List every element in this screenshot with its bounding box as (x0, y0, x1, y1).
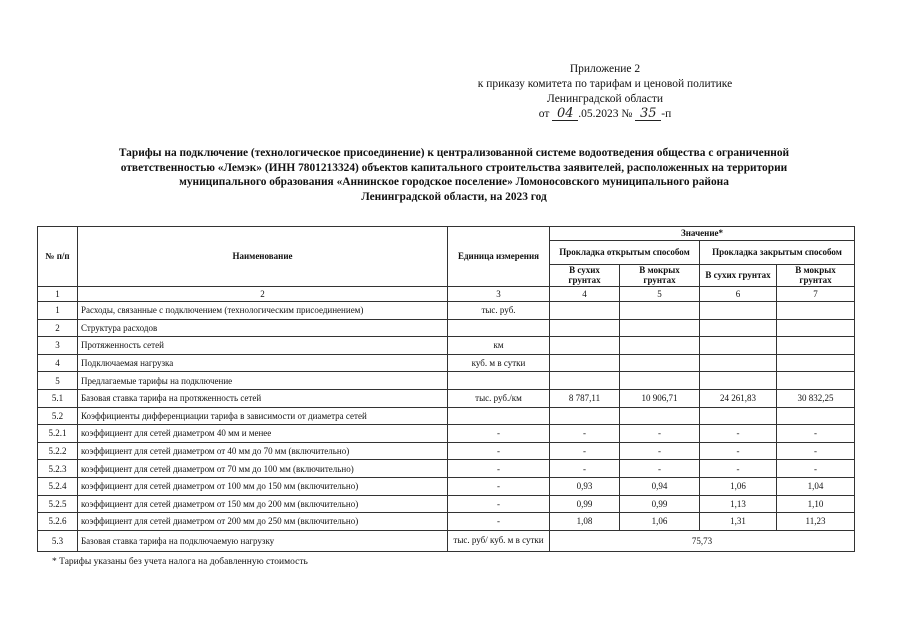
header-closed-method: Прокладка закрытым способом (700, 241, 855, 265)
row-value-closed-dry (700, 319, 777, 337)
row-value-open-wet: 0,94 (620, 477, 700, 495)
appendix-order-line (440, 107, 770, 122)
row-value-open-dry (550, 354, 620, 372)
table-row (38, 513, 855, 531)
col-number: 1 (38, 287, 78, 302)
row-value-closed-dry: 24 261,83 (700, 389, 777, 407)
row-value-closed-wet: 11,23 (777, 513, 855, 531)
row-value-closed-wet: 1,10 (777, 495, 855, 513)
row-number: 5.2.3 (38, 460, 78, 478)
row-unit: - (448, 495, 550, 513)
row-value-open-dry (550, 372, 620, 390)
row-number: 5.2.6 (38, 513, 78, 531)
row-unit: - (448, 460, 550, 478)
row-unit: - (448, 513, 550, 531)
title-line-1: Тарифы на подключение (технологическое присоединение) к централизованной системе водоотведения общества с ограниченной (118, 147, 790, 159)
row-value-open-dry: 0,99 (550, 495, 620, 513)
header-closed-wet: В мокрых грунтах (777, 265, 855, 287)
row-value-closed-wet: 30 832,25 (777, 389, 855, 407)
order-number: 35 (635, 107, 661, 121)
row-value-closed-dry (700, 302, 777, 320)
row-value-open-dry: 1,08 (550, 513, 620, 531)
row-name: Протяженность сетей (78, 337, 448, 355)
row-value-closed-wet (777, 354, 855, 372)
row-number: 5.2.1 (38, 425, 78, 443)
row-name: коэффициент для сетей диаметром 40 мм и менее (78, 425, 448, 443)
row-value-open-dry (550, 302, 620, 320)
row-unit (448, 407, 550, 425)
row-name: коэффициент для сетей диаметром от 70 мм до 100 мм (включительно) (78, 460, 448, 478)
row-unit: - (448, 442, 550, 460)
row-value-open-dry: - (550, 425, 620, 443)
order-suffix: -п (661, 108, 672, 120)
table-row (38, 477, 855, 495)
col-number: 4 (550, 287, 620, 302)
title-line-2: ответственностью «Лемэк» (ИНН 7801213324) объектов капитального строительства заявителей, расположенных на территории (120, 161, 788, 174)
row-name: Базовая ставка тарифа на подключаемую нагрузку (78, 530, 448, 551)
header-unit: Единица измерения (448, 227, 550, 287)
row-unit: тыс. руб/ куб. м в сутки (448, 530, 550, 551)
row-value-closed-dry: - (700, 442, 777, 460)
tariffs-table (37, 226, 855, 552)
header-value: Значение* (550, 227, 855, 241)
appendix-title: Приложение 2 (569, 63, 641, 75)
row-unit: - (448, 425, 550, 443)
title-line-3: муниципального образования «Аннинское городское поселение» Ломоносовского муниципального района (179, 176, 729, 188)
row-number: 5.2.5 (38, 495, 78, 513)
row-unit (448, 319, 550, 337)
header-open-wet: В мокрых грунтах (620, 265, 700, 287)
appendix-region: Ленинградской области (546, 93, 664, 105)
order-day: 04 (552, 107, 578, 121)
footnote: * Тарифы указаны без учета налога на добавленную стоимость (52, 557, 308, 567)
row-name: Предлагаемые тарифы на подключение (78, 372, 448, 390)
row-value-closed-dry: - (700, 425, 777, 443)
row-value-closed-wet (777, 302, 855, 320)
header-name: Наименование (78, 227, 448, 287)
row-value-closed-wet: - (777, 460, 855, 478)
col-number: 5 (620, 287, 700, 302)
row-value-open-wet: 10 906,71 (620, 389, 700, 407)
row-number: 5.1 (38, 389, 78, 407)
row-value-closed-dry: 1,13 (700, 495, 777, 513)
col-number: 3 (448, 287, 550, 302)
row-number: 5.3 (38, 530, 78, 551)
header-open-dry: В сухих грунтах (550, 265, 620, 287)
row-name: коэффициент для сетей диаметром от 150 мм до 200 мм (включительно) (78, 495, 448, 513)
table-row (38, 495, 855, 513)
row-name: коэффициент для сетей диаметром от 40 мм до 70 мм (включительно) (78, 442, 448, 460)
table-row (38, 425, 855, 443)
row-number: 1 (38, 302, 78, 320)
row-number: 4 (38, 354, 78, 372)
row-value-closed-wet (777, 337, 855, 355)
column-numbers-row (38, 287, 855, 302)
row-value-open-wet (620, 372, 700, 390)
appendix-block (440, 62, 770, 122)
row-value-open-wet: - (620, 442, 700, 460)
row-value-closed-dry (700, 372, 777, 390)
row-value-closed-wet (777, 319, 855, 337)
row-value-closed-wet (777, 372, 855, 390)
row-unit: тыс. руб./км (448, 389, 550, 407)
order-date-rest: .05.2023 № (578, 108, 633, 120)
row-name: Подключаемая нагрузка (78, 354, 448, 372)
table-row (38, 319, 855, 337)
document-title (50, 146, 858, 204)
row-value-open-dry (550, 337, 620, 355)
table-row (38, 407, 855, 425)
row-value-closed-wet: - (777, 442, 855, 460)
row-value-open-dry: 8 787,11 (550, 389, 620, 407)
row-value-open-wet: - (620, 425, 700, 443)
row-value-closed-dry (700, 354, 777, 372)
row-value-closed-dry: - (700, 460, 777, 478)
row-name: Коэффициенты дифференциации тарифа в зависимости от диаметра сетей (78, 407, 448, 425)
header-closed-dry: В сухих грунтах (700, 265, 777, 287)
row-value-closed-dry (700, 337, 777, 355)
header-open-method: Прокладка открытым способом (550, 241, 700, 265)
col-number: 2 (78, 287, 448, 302)
row-value-closed-dry: 1,06 (700, 477, 777, 495)
row-value-open-wet: 1,06 (620, 513, 700, 531)
row-value-open-wet: - (620, 460, 700, 478)
row-number: 5 (38, 372, 78, 390)
header-num: № п/п (38, 227, 78, 287)
row-name: коэффициент для сетей диаметром от 200 мм до 250 мм (включительно) (78, 513, 448, 531)
row-unit: куб. м в сутки (448, 354, 550, 372)
row-value-open-wet (620, 354, 700, 372)
col-number: 6 (700, 287, 777, 302)
row-unit: тыс. руб. (448, 302, 550, 320)
row-value-open-wet (620, 302, 700, 320)
table-row (38, 389, 855, 407)
row-number: 5.2.2 (38, 442, 78, 460)
row-value-open-wet: 0,99 (620, 495, 700, 513)
row-value-open-dry: 0,93 (550, 477, 620, 495)
row-number: 5.2 (38, 407, 78, 425)
row-value-merged: 75,73 (550, 530, 855, 551)
table-row (38, 442, 855, 460)
row-value-open-dry: - (550, 442, 620, 460)
row-value-open-wet (620, 319, 700, 337)
table-row (38, 302, 855, 320)
row-value-closed-wet: 1,04 (777, 477, 855, 495)
row-number: 2 (38, 319, 78, 337)
row-name: Расходы, связанные с подключением (технологическим присоединением) (78, 302, 448, 320)
row-value-closed-wet (777, 407, 855, 425)
table-row (38, 530, 855, 551)
order-prefix: от (538, 108, 550, 120)
table-row (38, 337, 855, 355)
row-value-closed-wet: - (777, 425, 855, 443)
appendix-order-ref: к приказу комитета по тарифам и ценовой политике (477, 78, 733, 90)
row-value-open-dry (550, 407, 620, 425)
table-row (38, 460, 855, 478)
title-line-4: Ленинградской области, на 2023 год (361, 190, 547, 203)
row-value-open-dry: - (550, 460, 620, 478)
row-value-closed-dry (700, 407, 777, 425)
col-number: 7 (777, 287, 855, 302)
row-unit: км (448, 337, 550, 355)
row-name: Базовая ставка тарифа на протяженность сетей (78, 389, 448, 407)
row-value-closed-dry: 1,31 (700, 513, 777, 531)
row-number: 5.2.4 (38, 477, 78, 495)
table-row (38, 354, 855, 372)
row-value-open-wet (620, 407, 700, 425)
row-unit: - (448, 477, 550, 495)
table-row (38, 372, 855, 390)
row-unit (448, 372, 550, 390)
row-number: 3 (38, 337, 78, 355)
row-name: коэффициент для сетей диаметром от 100 мм до 150 мм (включительно) (78, 477, 448, 495)
row-value-open-dry (550, 319, 620, 337)
row-name: Структура расходов (78, 319, 448, 337)
row-value-open-wet (620, 337, 700, 355)
